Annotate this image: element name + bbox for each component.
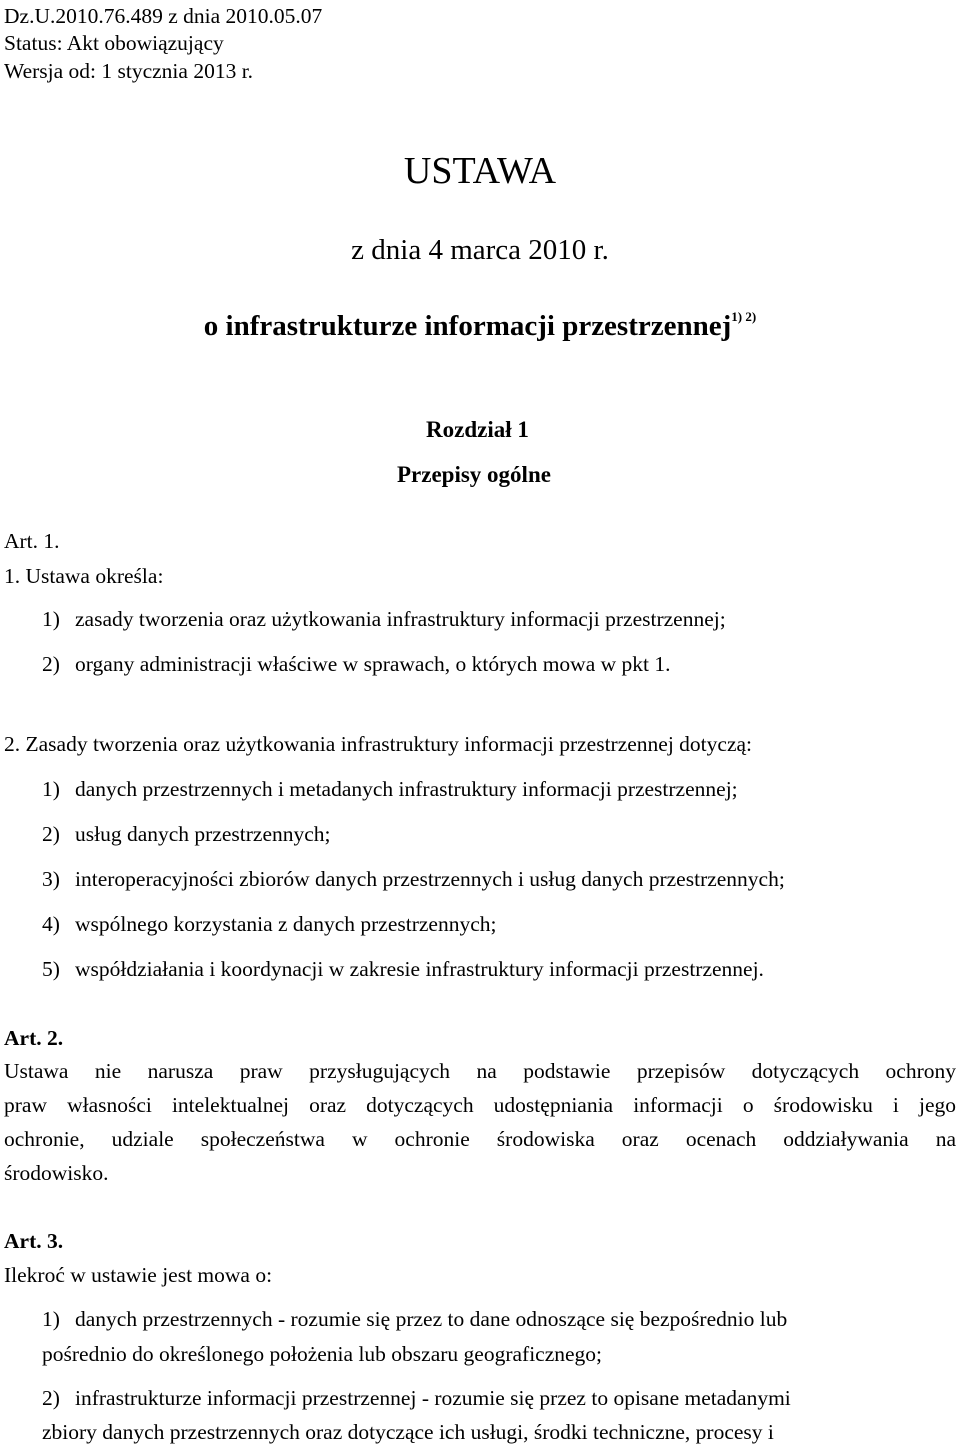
act-footnote-refs[interactable]: 1) 2) <box>731 309 757 324</box>
list-item-number: 1) <box>42 777 60 801</box>
list-item <box>42 609 726 631</box>
list-item-number: 4) <box>42 912 60 936</box>
list-item-text: zasady tworzenia oraz użytkowania infrastruktury informacji przestrzennej; <box>75 607 726 631</box>
art2-line: praw własności intelektualnej oraz dotyczących udostępniania informacji o środowisku i jego <box>4 1093 956 1117</box>
art1-p2-intro: 2. Zasady tworzenia oraz użytkowania infrastruktury informacji przestrzennej dotyczą: <box>4 732 753 756</box>
art2-label: Art. 2. <box>4 1026 64 1050</box>
list-item-text: interoperacyjności zbiorów danych przestrzennych i usług danych przestrzennych; <box>75 867 785 891</box>
art2-line: Ustawa nie narusza praw przysługujących na podstawie przepisów dotyczących ochrony <box>4 1059 956 1083</box>
art3-label: Art. 3. <box>4 1229 64 1253</box>
list-item-text: wspólnego korzystania z danych przestrzennych; <box>75 912 497 936</box>
list-item <box>42 779 738 801</box>
list-item <box>42 1309 920 1331</box>
list-item-number: 2) <box>42 822 60 846</box>
art3-intro: Ilekroć w ustawie jest mowa o: <box>4 1263 273 1287</box>
list-item <box>42 654 670 676</box>
list-item-text: danych przestrzennych i metadanych infrastruktury informacji przestrzennej; <box>75 777 738 801</box>
list-item-number: 1) <box>42 1307 60 1331</box>
list-item-text: współdziałania i koordynacji w zakresie infrastruktury informacji przestrzennej. <box>75 957 764 981</box>
act-date: z dnia 4 marca 2010 r. <box>351 234 609 266</box>
art1-label: Art. 1. <box>4 529 60 553</box>
list-item-text: danych przestrzennych - rozumie się przez to dane odnoszące się bezpośrednio lub <box>75 1307 788 1331</box>
chapter-name: Przepisy ogólne <box>397 462 551 487</box>
art2-line: środowisko. <box>4 1161 109 1185</box>
list-item-text: organy administracji właściwe w sprawach, o których mowa w pkt 1. <box>75 652 671 676</box>
list-item-continuation: zbiory danych przestrzennych oraz dotyczące ich usługi, środki techniczne, procesy i <box>42 1420 774 1444</box>
list-item <box>42 959 764 981</box>
art1-p1-intro: 1. Ustawa określa: <box>4 564 164 588</box>
list-item-number: 3) <box>42 867 60 891</box>
list-item-continuation: pośrednio do określonego położenia lub obszaru geograficznego; <box>42 1342 603 1366</box>
list-item-number: 1) <box>42 607 60 631</box>
list-item <box>42 1388 791 1410</box>
act-title <box>0 309 960 342</box>
list-item <box>42 824 331 846</box>
list-item-text: infrastrukturze informacji przestrzennej - rozumie się przez to opisane metadanymi <box>75 1386 791 1410</box>
chapter-number: Rozdział 1 <box>426 417 529 442</box>
act-type: USTAWA <box>403 150 557 192</box>
list-item-number: 2) <box>42 652 60 676</box>
doc-reference: Dz.U.2010.76.489 z dnia 2010.05.07 <box>4 4 323 28</box>
doc-status: Status: Akt obowiązujący <box>4 31 224 55</box>
list-item-number: 5) <box>42 957 60 981</box>
doc-version: Wersja od: 1 stycznia 2013 r. <box>4 59 254 83</box>
list-item <box>42 869 785 891</box>
list-item-number: 2) <box>42 1386 60 1410</box>
act-title-text: o infrastrukturze informacji przestrzennej <box>203 310 732 342</box>
list-item-text: usług danych przestrzennych; <box>75 822 331 846</box>
list-item <box>42 914 497 936</box>
art2-line: ochronie, udziale społeczeństwa w ochronie środowiska oraz ocenach oddziaływania na <box>4 1127 956 1151</box>
